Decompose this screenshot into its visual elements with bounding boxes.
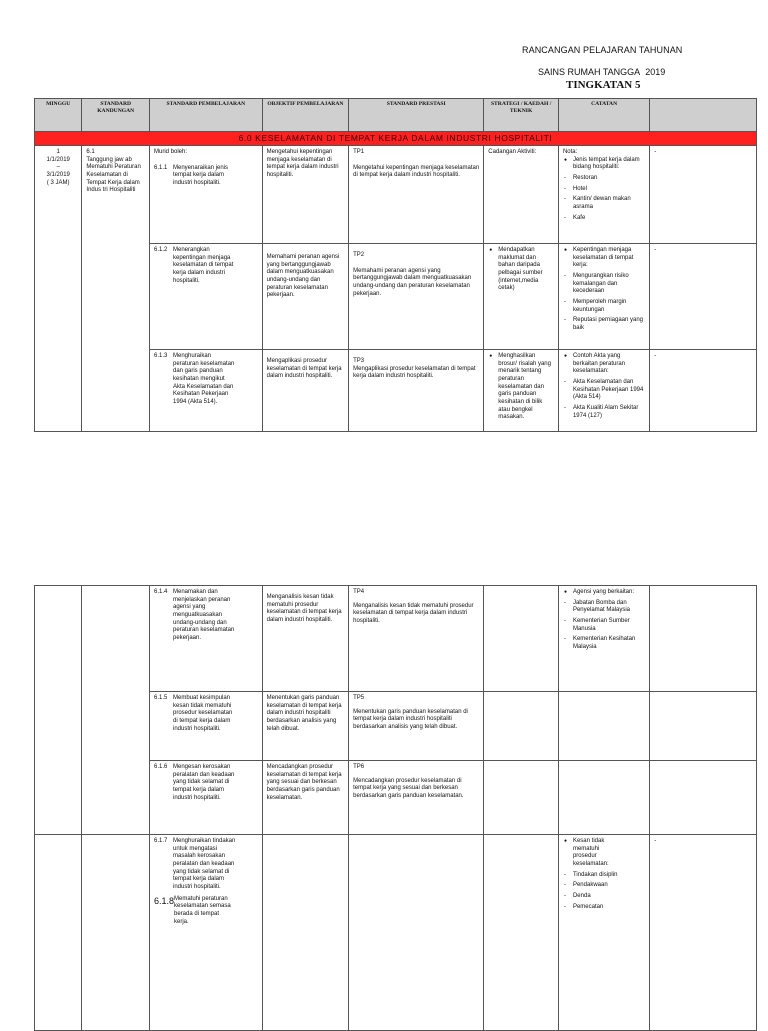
strategi-cell [484, 761, 559, 835]
week-number: 1 [56, 149, 60, 155]
extra-cell: - [650, 350, 757, 432]
tp-text: Mengetahui kepentingan menjaga keselamatan di tempat kerja dalam industri hospitaliti. [353, 164, 480, 179]
catatan-cell [558, 146, 649, 244]
sp-number: 6.1.7 [153, 838, 168, 844]
sp-text: Menyenaraikan jenis tempat kerja dalam industri hospitaliti. [172, 164, 229, 187]
table-row [35, 835, 757, 1031]
list-item: ● Jenis tempat kerja dalam bidang hospitaliti: [573, 157, 645, 172]
list-item: - Pemecatan [573, 904, 645, 912]
list-item: - Pendakwaan [573, 882, 645, 890]
kandungan-line2: Mematuhi Peraturan Keselamatan di Tempat Kerja dalam Indus tri Hospitaliti [86, 164, 141, 194]
extra-cell [650, 692, 757, 761]
list-item: ● Menghasilkan brosur/ risalah yang menarik tentang peraturan keselamatan dan garis panduan kesihatan di bilik atau bengkel masakan. [498, 353, 554, 422]
prestasi-cell [349, 692, 484, 761]
strategi-list [488, 353, 554, 422]
prestasi-cell [349, 350, 484, 432]
list-item: - Mengurangkan risiko kemalangan dan kecederaan [573, 273, 645, 296]
tp-label: TP3 [353, 358, 365, 364]
strategi-cell [484, 586, 559, 692]
list-item: - Kementerian Sumber Manusia [573, 618, 645, 633]
catatan-list [563, 247, 645, 333]
section-title: 6.0 KESELAMATAN DI TEMPAT KERJA DALAM INDUSTRI HOSPITALITI [35, 132, 757, 146]
pembelajaran-cell [149, 350, 262, 432]
catatan-cell [558, 835, 649, 1031]
extra-cell: - [650, 835, 757, 1031]
tp-text: Mengaplikasi prosedur keselamatan di tempat kerja dalam industri hospitaliti. [353, 365, 476, 380]
pembelajaran-cell [149, 244, 262, 350]
tp-label: TP2 [353, 252, 365, 258]
sp-text: Menerangkan kepentingan menjaga keselamatan di tempat kerja dalam industri hospitaliti. [172, 247, 234, 284]
tp-label: TP5 [353, 695, 365, 701]
plan-table-page2 [34, 585, 757, 1031]
tp-label: TP6 [353, 764, 365, 770]
kandungan-cell [82, 586, 150, 835]
list-item: ● Kesan tidak mematuhi prosedur keselamatan: [573, 838, 607, 869]
catatan-cell [558, 350, 649, 432]
list-item: ● Agensi yang berkaitan: [573, 589, 645, 597]
tp-label: TP4 [353, 589, 365, 595]
tp-text: Menganalisis kesan tidak mematuhi prosedur keselamatan di tempat kerja dalam industri hospitaliti. [353, 602, 474, 625]
sp-text: Menghuraikan tindakan untuk mengatasi masalah kerosakan peralatan dan keadaan yang tidak selamat di tempat kerja dalam industri hospitaliti. [172, 838, 236, 891]
prestasi-cell [349, 146, 484, 244]
list-item: - Akta Keselamatan dan Kesihatan Pekerjaan 1994 (Akta 514) [573, 379, 645, 402]
sp-intro: Murid boleh: [153, 149, 188, 155]
kandungan-cell [82, 835, 150, 1031]
list-item: - Jabatan Bomba dan Penyelamat Malaysia [573, 600, 645, 615]
prestasi-cell [349, 835, 484, 1031]
list-item: - Akta Kualiti Alam Sekitar 1974 (127) [573, 405, 645, 420]
objektif-cell [262, 835, 349, 1031]
catatan-list [563, 838, 645, 911]
header-subject-name: SAINS RUMAH TANGGA [538, 67, 641, 77]
tp-text: Memahami peranan agensi yang bertanggungjawab dalam menguatkuasakan undang-undang dan peraturan keselamatan pekerjaan. [353, 267, 472, 297]
col-header-prestasi: STANDARD PRESTASI [349, 99, 484, 132]
col-header-kandungan: STANDARD KANDUNGAN [82, 99, 150, 132]
catatan-cell [558, 692, 649, 761]
strategi-cell [484, 244, 559, 350]
list-item: ● Contoh Akta yang berkaitan peraturan keselamatan: [573, 353, 645, 376]
list-item: - Hotel [573, 186, 645, 194]
list-item: ● Mendapatkan maklumat dan bahan daripada pelbagai sumber (internet,media cetak) [498, 247, 554, 293]
objektif-cell: Mengetahui kepentingan menjaga keselamatan di tempat kerja dalam industri hospitaliti. [262, 146, 349, 244]
sp-text: Menamakan dan menjelaskan peranan agensi yang menguatkuasakan undang-undang dan peraturan keselamatan pekerjaan. [172, 589, 235, 642]
sp-text: Menghuraikan peraturan keselamatan dan garis panduan kesihatan mengikut Akta Keselamatan dan Kesihatan Pekerjaan 1994 (Akta 514). [172, 353, 235, 406]
week-dash: – [56, 164, 60, 171]
week-to: 3/1/2019 [46, 172, 70, 179]
catatan-list [563, 157, 645, 223]
catatan-cell [558, 761, 649, 835]
plan-table-page1 [34, 98, 757, 432]
catatan-cell [558, 586, 649, 692]
table-row [35, 146, 757, 244]
week-cell [35, 146, 82, 432]
objektif-cell: Menganalisis kesan tidak mematuhi prosedur keselamatan di tempat kerja dalam industri hospitaliti. [262, 586, 349, 692]
sp-number: 6.1.3 [153, 353, 168, 359]
section-row [35, 132, 757, 146]
extra-cell: - [650, 244, 757, 350]
extra-cell [650, 761, 757, 835]
objektif-cell: Memahami peranan agensi yang bertanggungjawab dalam menguatkuasakan undang-undang dan peraturan keselamatan pekerjaan. [262, 244, 349, 350]
pembelajaran-cell [149, 761, 262, 835]
catatan-list [563, 589, 645, 652]
table-row [35, 586, 757, 692]
pembelajaran-cell [149, 146, 262, 244]
list-item: - Denda [573, 893, 645, 901]
list-item: ● Kepentingan menjaga keselamatan di tempat kerja: [573, 247, 645, 270]
col-header-strategi: STRATEGI / KAEDAH / TEKNIK [484, 99, 559, 132]
col-header-blank [650, 99, 757, 132]
sp-number: 6.1.1 [153, 164, 168, 171]
kandungan-cell [82, 146, 150, 432]
pembelajaran-cell [149, 586, 262, 692]
prestasi-cell [349, 244, 484, 350]
kandungan-code: 6.1 [86, 149, 95, 155]
catatan-title: Nota: [562, 149, 578, 155]
sp-number: 6.1.5 [153, 695, 168, 701]
list-item: - Restoran [573, 175, 645, 183]
col-header-objektif: OBJEKTIF PEMBELAJARAN [262, 99, 349, 132]
tp-label: TP1 [353, 149, 365, 155]
week-cell [35, 586, 82, 835]
col-header-pembelajaran: STANDARD PEMBELAJARAN [149, 99, 262, 132]
strategi-cell: Cadangan Aktiviti: [484, 146, 559, 244]
sp-text-2: Mematuhi peraturan keselamatan semasa berada di tempat kerja. [173, 895, 231, 925]
extra-cell [650, 586, 757, 692]
objektif-cell: Mengaplikasi prosedur keselamatan di tempat kerja dalam industri hospitaliti. [262, 350, 349, 432]
catatan-list [563, 353, 645, 420]
objektif-cell: Menentukan garis panduan keselamatan di tempat kerja dalam industri hospitaliti berdasarkan analisis yang telah dibuat. [262, 692, 349, 761]
week-from: 1/1/2019 [46, 156, 70, 163]
catatan-cell [558, 244, 649, 350]
sp-number: 6.1.4 [153, 589, 168, 595]
week-cell [35, 835, 82, 1031]
sp-number-2: 6.1.8 [153, 895, 175, 906]
extra-cell: - [650, 146, 757, 244]
list-item: - Kafe [573, 215, 645, 223]
sp-number: 6.1.6 [153, 764, 168, 770]
sp-text: Membuat kesimpulan kesan tidak mematuhi prosedur keselamatan di tempat kerja dalam industri hospitaliti. [172, 695, 233, 732]
col-header-catatan: CATATAN [558, 99, 649, 132]
prestasi-cell [349, 761, 484, 835]
header-title: RANCANGAN PELAJARAN TAHUNAN [522, 45, 683, 55]
list-item: - Kementerian Kesihatan Malaysia [573, 636, 645, 651]
pembelajaran-cell [149, 692, 262, 761]
kandungan-line1: Tanggung jaw ab [86, 156, 132, 163]
list-item: - Tindakan disiplin [573, 872, 645, 880]
header-year: 2019 [645, 67, 666, 77]
strategi-list [488, 247, 554, 293]
prestasi-cell [349, 586, 484, 692]
table-header-row [35, 99, 757, 132]
objektif-cell: Mencadangkan prosedur keselamatan di tempat kerja yang sesuai dan berkesan berdasarkan garis panduan keselamatan. [262, 761, 349, 835]
header-subject [538, 67, 768, 77]
list-item: - Reputasi perniagaan yang baik [573, 317, 645, 332]
sp-text: Mengesan kerosakan peralatan dan keadaan yang tidak selamat di tempat kerja dalam industri hospitaliti. [172, 764, 235, 801]
list-item: - Memperoleh margin keuntungan [573, 299, 645, 314]
tp-text: Menentukan garis panduan keselamatan di tempat kerja dalam industri hospitaliti berdasarkan analisis yang telah dibuat. [353, 708, 468, 731]
header-form: TINGKATAN 5 [566, 79, 641, 91]
strategi-cell [484, 835, 559, 1031]
col-header-minggu: MINGGU [35, 99, 82, 132]
sp-number: 6.1.2 [153, 247, 168, 253]
tp-text: Mencadangkan prosedur keselamatan di tempat kerja yang sesuai dan berkesan berdasarkan garis panduan keselamatan. [353, 777, 464, 800]
pembelajaran-cell [149, 835, 262, 1031]
list-item: - Kantin/ dewan makan asrama [573, 196, 645, 211]
strategi-cell [484, 350, 559, 432]
strategi-cell [484, 692, 559, 761]
week-hours: ( 3 JAM) [46, 179, 70, 186]
